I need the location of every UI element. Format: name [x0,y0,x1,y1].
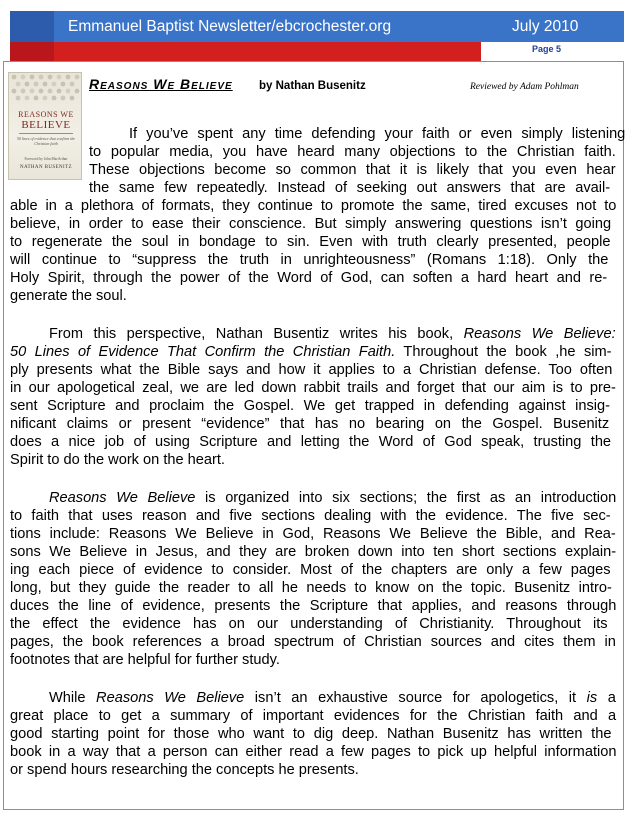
italic-text: 50 Lines of Evidence That Confirm the Christian Faith. [10,344,396,360]
body-text: a [597,690,616,706]
body-text: good starting point for those who want to dig deep. Nathan Busenitz has written the [10,726,612,742]
body-line [10,762,359,780]
body-text: or spend hours researching the concepts he presents. [10,762,359,778]
body-line [10,288,127,306]
body-line [10,598,616,616]
body-line [129,126,625,144]
body-line [10,708,616,726]
body-line [10,452,225,470]
article-byline: by Nathan Busenitz [259,80,366,92]
body-text: book in a way that a person can either read a few pages to pick up helpful information [10,744,617,760]
body-line [10,216,611,234]
body-line [10,416,609,434]
body-text: sent Scripture and proclaim the Gospel. We get trapped in defending against insig- [10,398,610,414]
body-text: in our apologetical zeal, we are led down rabbit trails and forget that our aim is to pre- [10,380,616,396]
body-text: duces the line of evidence, presents the Scripture that applies, and reasons through [10,598,617,614]
book-subtitle: 50 lines of evidence that confirm the Christian faith [16,136,76,146]
reviewer-credit: Reviewed by Adam Pohlman [470,82,579,92]
body-text: long, but they guide the reader to all he needs to know on the topic. Busenitz intro- [10,580,612,596]
body-line [10,634,616,652]
body-line [10,252,608,270]
body-text: nificant claims or present “evidence” that has no bearing on the Gospel. Busenitz [10,416,610,432]
body-line [89,180,610,198]
body-line [10,198,616,216]
body-text: footnotes that are helpful for further study. [10,652,280,668]
body-text: generate the soul. [10,288,127,304]
body-text: ing each piece of evidence to consider. Most of the chapters are only a few pages [10,562,611,578]
italic-text: Reasons We Believe [49,490,196,506]
body-line [10,580,612,598]
book-cover-image [8,72,82,180]
body-text: While [49,690,97,706]
body-text: able in a plethora of formats, they continue to promote the same, tired excuses not to [10,198,617,214]
body-line [10,270,607,288]
book-title-line2: BELIEVE [21,119,71,131]
body-text: sons We Believe in Jesus, and they are broken down into ten short sections explain- [10,544,617,560]
body-text: does a nice job of using Scripture and letting the Word of God speak, trusting the [10,434,612,450]
page-number: Page 5 [532,44,562,54]
body-line [10,562,611,580]
body-line [10,398,610,416]
body-text: the effect the evidence has on our understanding of Christianity. Throughout its [10,616,608,632]
body-line [49,490,616,508]
body-text: to regenerate the soul in bondage to sin. Even with truth clearly presented, people [10,234,611,250]
body-line [10,616,608,634]
body-text: to popular media, you have heard many objections to the Christian faith. [89,144,616,160]
body-text: From this perspective, Nathan Busentiz writes his book, [49,326,464,342]
body-line [10,434,611,452]
body-text: great place to get a summary of important evidences for the Christian faith and a [10,708,617,724]
red-band [10,42,481,61]
body-line [10,744,616,762]
article-title: Reasons We Believe [89,76,233,92]
body-line [10,526,616,544]
body-line [10,726,611,744]
body-line [10,362,612,380]
body-line [10,508,611,526]
body-text: pages, the book references a broad spectrum of Christian sources and cites them in [10,634,616,650]
body-line [49,690,616,708]
italic-text: Reasons We Believe [96,690,245,706]
body-text: tions include: Reasons We Believe in God, Reasons We Believe the Bible, and Rea- [10,526,616,542]
red-band-accent [10,42,54,61]
italic-text: Reasons We Believe: [463,326,616,342]
body-line [10,652,280,670]
body-text: to faith that uses reason and five sections dealing with the evidence. The five sec- [10,508,611,524]
body-text: is organized into six sections; the first as an introduction [195,490,617,506]
body-line [10,234,610,252]
body-text: Spirit to do the work on the heart. [10,452,225,468]
body-text: the same few repeatedly. Instead of seeking out answers that are avail- [89,180,611,196]
header-bar-accent [10,11,54,42]
body-text: If you’ve spent any time defending your faith or even simply listening [129,126,626,142]
body-line [10,544,616,562]
body-line [49,326,616,344]
body-text: Holy Spirit, through the power of the Word of God, can soften a hard heart and re- [10,270,608,286]
book-foreword: Foreword by John MacArthur [24,157,68,161]
issue-date: July 2010 [512,18,579,35]
body-line [10,380,616,398]
book-divider [19,133,73,134]
body-line [10,344,612,362]
italic-text: is [586,690,598,706]
book-cover-pattern [9,73,82,105]
body-text: These objections become so common that it is likely that you even hear [89,162,616,178]
body-line [89,144,616,162]
body-text: isn’t an exhaustive source for apologetics, it [244,690,587,706]
book-author: NATHAN BUSENITZ [20,165,72,170]
body-text: Throughout the book ,he sim- [395,344,612,360]
newsletter-title: Emmanuel Baptist Newsletter/ebcrochester.org [68,18,392,35]
book-title-line1: REASONS WE [18,110,74,119]
body-text: ply presents what the Bible says and how it applies to a Christian defense. Too often [10,362,613,378]
body-text: believe, in order to ease their conscience. But simply answering questions isn’t going [10,216,612,232]
body-text: will continue to “suppress the truth in unrighteousness” (Romans 1:18). Only the [10,252,609,268]
body-line [89,162,616,180]
